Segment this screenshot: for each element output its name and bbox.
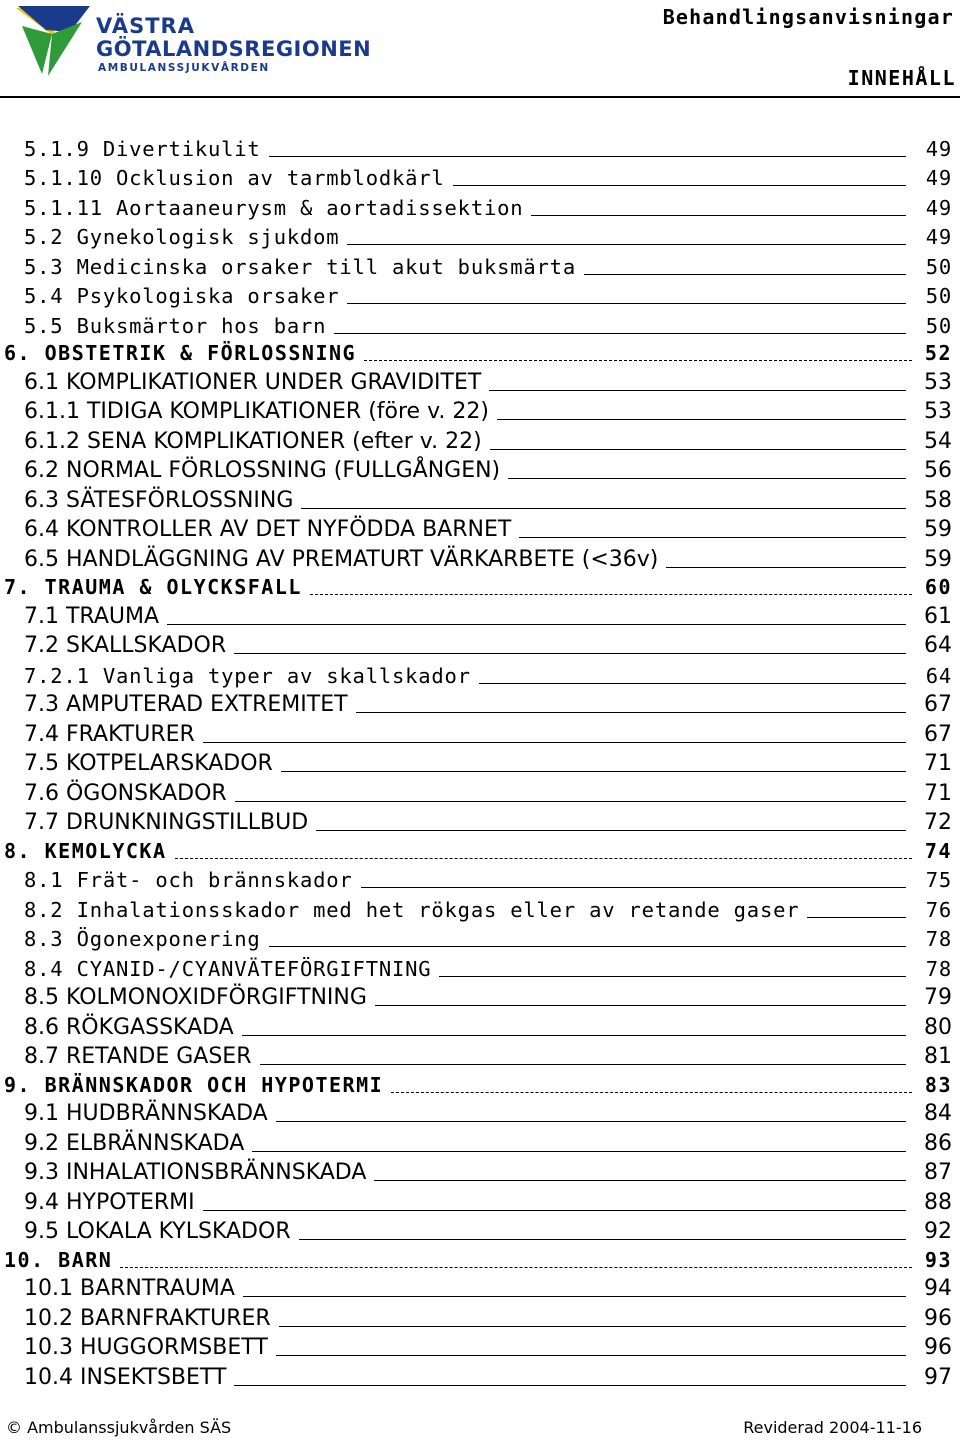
toc-entry-title: 10.4 INSEKTSBETT	[24, 1364, 227, 1390]
toc-entry[interactable]	[0, 484, 960, 514]
toc-entry[interactable]	[0, 1041, 960, 1071]
table-of-contents	[0, 132, 960, 1391]
toc-page-number: 76	[925, 897, 952, 922]
toc-page-number: 87	[924, 1160, 952, 1185]
toc-entry[interactable]	[0, 893, 960, 923]
toc-page-number: 88	[924, 1189, 952, 1215]
toc-entry-title: 6.5 HANDLÄGGNING AV PREMATURT VÄRKARBETE (<36v)	[24, 546, 659, 572]
toc-leader-line	[364, 360, 912, 361]
toc-entry[interactable]	[0, 659, 960, 689]
toc-entry-title: 9.5 LOKALA KYLSKADOR	[24, 1219, 291, 1244]
toc-entry-title: 9.4 HYPOTERMI	[24, 1189, 195, 1215]
toc-leader-line	[439, 976, 906, 977]
toc-page-number: 83	[924, 1072, 952, 1097]
toc-page-number: 67	[924, 721, 952, 747]
toc-leader-line	[276, 1121, 906, 1122]
toc-leader-line	[234, 1385, 906, 1386]
toc-entry[interactable]	[0, 1273, 960, 1303]
toc-entry-title: 9.2 ELBRÄNNSKADA	[24, 1130, 245, 1156]
toc-entry[interactable]	[0, 132, 960, 162]
toc-leader-line	[299, 1239, 906, 1240]
toc-entry-title: 10. BARN	[4, 1247, 113, 1272]
toc-page-number: 54	[924, 428, 952, 454]
toc-page-number: 94	[924, 1276, 952, 1301]
toc-entry[interactable]	[0, 952, 960, 982]
toc-page-number: 53	[924, 369, 952, 395]
toc-leader-line	[269, 156, 906, 157]
toc-entry[interactable]	[0, 366, 960, 396]
toc-entry-title: 8.1 Frät- och brännskador	[24, 868, 353, 892]
toc-entry[interactable]	[0, 543, 960, 573]
toc-entry[interactable]	[0, 396, 960, 426]
toc-entry[interactable]	[0, 455, 960, 485]
toc-chapter-entry[interactable]	[0, 1070, 960, 1098]
toc-page-number: 96	[924, 1335, 952, 1360]
toc-entry-title: 10.3 HUGGORMSBETT	[24, 1335, 268, 1360]
toc-page-number: 96	[924, 1305, 952, 1331]
toc-page-number: 60	[924, 575, 952, 599]
toc-page-number: 56	[924, 458, 952, 483]
toc-page-number: 97	[924, 1364, 952, 1390]
toc-leader-line	[519, 537, 906, 538]
toc-leader-line	[310, 594, 912, 595]
toc-entry-title: 10.1 BARNTRAUMA	[24, 1276, 235, 1301]
toc-entry-title: 7. TRAUMA & OLYCKSFALL	[4, 575, 302, 599]
toc-entry-title: 9.1 HUDBRÄNNSKADA	[24, 1101, 268, 1126]
toc-leader-line	[489, 390, 906, 391]
toc-leader-line	[301, 508, 906, 509]
toc-leader-line	[243, 1296, 906, 1297]
toc-entry-title: 6. OBSTETRIK & FÖRLOSSNING	[4, 341, 357, 365]
toc-chapter-entry[interactable]	[0, 1245, 960, 1273]
toc-entry[interactable]	[0, 514, 960, 544]
toc-entry-title: 5.4 Psykologiska orsaker	[24, 284, 340, 308]
toc-page-number: 50	[925, 254, 952, 279]
organization-logo	[12, 4, 372, 82]
toc-entry-title: 6.1.1 TIDIGA KOMPLIKATIONER (före v. 22)	[24, 399, 489, 424]
toc-entry[interactable]	[0, 1127, 960, 1157]
toc-page-number: 93	[924, 1247, 952, 1272]
toc-leader-line	[497, 419, 906, 420]
toc-page-number: 49	[925, 225, 952, 249]
toc-entry-title: 8.5 KOLMONOXIDFÖRGIFTNING	[24, 985, 367, 1010]
toc-entry-title: 8.2 Inhalationsskador med het rökgas eller av retande gaser	[24, 897, 800, 922]
toc-entry[interactable]	[0, 221, 960, 251]
toc-page-number: 84	[924, 1101, 952, 1126]
toc-page-number: 58	[924, 487, 952, 513]
toc-entry-title: 9. BRÄNNSKADOR OCH HYPOTERMI	[4, 1072, 384, 1097]
toc-leader-line	[807, 917, 906, 918]
toc-leader-line	[281, 771, 906, 772]
document-title: Behandlingsanvisningar	[662, 5, 954, 29]
toc-entry-title: 5.1.11 Aortaaneurysm & aortadissektion	[24, 195, 524, 220]
toc-leader-line	[235, 801, 906, 802]
toc-page-number: 67	[924, 692, 952, 717]
toc-page-number: 59	[924, 517, 952, 542]
toc-page-number: 86	[924, 1130, 952, 1156]
toc-entry-title: 5.5 Buksmärtor hos barn	[24, 313, 327, 338]
toc-page-number: 79	[924, 985, 952, 1010]
toc-entry[interactable]	[0, 923, 960, 953]
toc-page-number: 74	[924, 838, 952, 863]
toc-leader-line	[374, 1180, 906, 1181]
toc-leader-line	[279, 1326, 906, 1327]
toc-entry[interactable]	[0, 425, 960, 455]
toc-page-number: 50	[925, 313, 952, 338]
toc-leader-line	[375, 1005, 906, 1006]
toc-entry[interactable]	[0, 1332, 960, 1362]
toc-page-number: 71	[924, 751, 952, 776]
toc-entry-title: 7.3 AMPUTERAD EXTREMITET	[24, 692, 348, 717]
toc-entry-title: 7.7 DRUNKNINGSTILLBUD	[24, 810, 309, 835]
toc-entry-title: 8.7 RETANDE GASER	[24, 1044, 252, 1069]
toc-chapter-entry[interactable]	[0, 836, 960, 864]
toc-leader-line	[356, 712, 906, 713]
toc-entry[interactable]	[0, 630, 960, 660]
toc-leader-line	[361, 887, 906, 888]
toc-page-number: 78	[925, 927, 952, 951]
toc-leader-line	[260, 1064, 907, 1065]
toc-entry[interactable]	[0, 777, 960, 807]
toc-entry[interactable]	[0, 1216, 960, 1246]
toc-entry[interactable]	[0, 982, 960, 1012]
toc-entry[interactable]	[0, 250, 960, 280]
toc-leader-line	[175, 858, 913, 859]
toc-entry-title: 8. KEMOLYCKA	[4, 838, 167, 863]
toc-entry-title: 7.5 KOTPELARSKADOR	[24, 751, 273, 776]
toc-page-number: 92	[924, 1219, 952, 1244]
toc-leader-line	[479, 683, 906, 684]
toc-leader-line	[531, 215, 906, 216]
toc-entry-title: 6.3 SÄTESFÖRLOSSNING	[24, 487, 294, 513]
toc-page-number: 75	[925, 868, 952, 892]
toc-page-number: 80	[924, 1014, 952, 1040]
toc-leader-line	[584, 274, 906, 275]
toc-entry-title: 5.1.9 Divertikulit	[24, 136, 261, 161]
toc-page-number: 52	[924, 341, 952, 365]
toc-leader-line	[203, 742, 906, 743]
toc-entry-title: 7.2 SKALLSKADOR	[24, 633, 227, 658]
toc-entry[interactable]	[0, 1157, 960, 1187]
toc-entry[interactable]	[0, 1186, 960, 1216]
toc-entry[interactable]	[0, 600, 960, 630]
toc-leader-line	[203, 1210, 906, 1211]
toc-chapter-entry[interactable]	[0, 339, 960, 367]
toc-leader-line	[234, 653, 906, 654]
toc-entry[interactable]	[0, 1011, 960, 1041]
toc-entry[interactable]	[0, 807, 960, 837]
toc-entry-title: 7.1 TRAUMA	[24, 603, 159, 629]
toc-entry-title: 10.2 BARNFRAKTURER	[24, 1305, 271, 1331]
toc-page-number: 53	[924, 399, 952, 424]
toc-entry[interactable]	[0, 1361, 960, 1391]
toc-chapter-entry[interactable]	[0, 573, 960, 601]
toc-leader-line	[347, 244, 906, 245]
toc-page-number: 49	[925, 136, 952, 161]
footer-revision-date: Reviderad 2004-11-16	[743, 1418, 922, 1437]
toc-entry-title: 6.4 KONTROLLER AV DET NYFÖDDA BARNET	[24, 517, 512, 542]
toc-entry[interactable]	[0, 191, 960, 221]
toc-leader-line	[276, 1355, 906, 1356]
toc-page-number: 72	[924, 810, 952, 835]
toc-leader-line	[347, 303, 906, 304]
section-title: INNEHÅLL	[847, 66, 956, 90]
toc-page-number: 71	[924, 780, 952, 806]
toc-leader-line	[334, 333, 906, 334]
toc-page-number: 50	[925, 284, 952, 308]
toc-entry-title: 5.3 Medicinska orsaker till akut buksmärta	[24, 254, 576, 279]
toc-page-number: 64	[924, 633, 952, 658]
toc-page-number: 64	[925, 663, 952, 688]
toc-page-number: 81	[924, 1044, 952, 1069]
logo-wordmark-line1: VÄSTRA	[96, 14, 195, 38]
toc-leader-line	[167, 624, 906, 625]
logo-emblem-icon	[12, 4, 96, 80]
toc-entry-title: 7.2.1 Vanliga typer av skallskador	[24, 663, 471, 688]
toc-entry[interactable]	[0, 309, 960, 339]
toc-entry-title: 8.4 CYANID-/CYANVÄTEFÖRGIFTNING	[24, 956, 432, 981]
toc-leader-line	[269, 946, 906, 947]
toc-page-number: 49	[925, 166, 952, 190]
toc-entry-title: 6.2 NORMAL FÖRLOSSNING (FULLGÅNGEN)	[24, 458, 501, 483]
toc-leader-line	[316, 830, 906, 831]
toc-entry[interactable]	[0, 689, 960, 719]
toc-entry[interactable]	[0, 1098, 960, 1128]
toc-leader-line	[391, 1092, 912, 1093]
toc-page-number: 49	[925, 195, 952, 220]
toc-entry[interactable]	[0, 162, 960, 192]
toc-leader-line	[453, 185, 906, 186]
toc-entry[interactable]	[0, 718, 960, 748]
toc-leader-line	[120, 1267, 912, 1268]
logo-wordmark-line2: GÖTALANDSREGIONEN	[96, 37, 372, 61]
toc-entry[interactable]	[0, 1302, 960, 1332]
toc-page-number: 61	[924, 603, 952, 629]
toc-entry-title: 5.2 Gynekologisk sjukdom	[24, 225, 340, 249]
toc-entry-title: 7.6 ÖGONSKADOR	[24, 780, 227, 806]
toc-entry-title: 5.1.10 Ocklusion av tarmblodkärl	[24, 166, 445, 190]
toc-entry-title: 9.3 INHALATIONSBRÄNNSKADA	[24, 1160, 367, 1185]
toc-page-number: 78	[925, 956, 952, 981]
toc-entry-title: 6.1.2 SENA KOMPLIKATIONER (efter v. 22)	[24, 428, 482, 454]
toc-entry-title: 7.4 FRAKTURER	[24, 721, 195, 747]
toc-leader-line	[490, 449, 906, 450]
toc-entry-title: 8.6 RÖKGASSKADA	[24, 1014, 234, 1040]
toc-leader-line	[508, 478, 906, 479]
toc-page-number: 59	[924, 546, 952, 572]
toc-leader-line	[252, 1151, 906, 1152]
header-divider	[0, 96, 960, 98]
footer-copyright: © Ambulanssjukvården SÄS	[6, 1418, 232, 1437]
logo-wordmark-line3: AMBULANSSJUKVÅRDEN	[98, 62, 270, 74]
toc-leader-line	[666, 567, 906, 568]
toc-entry[interactable]	[0, 280, 960, 310]
toc-entry-title: 6.1 KOMPLIKATIONER UNDER GRAVIDITET	[24, 369, 482, 395]
toc-entry[interactable]	[0, 748, 960, 778]
toc-entry[interactable]	[0, 864, 960, 894]
toc-leader-line	[242, 1035, 906, 1036]
toc-entry-title: 8.3 Ögonexponering	[24, 927, 261, 951]
